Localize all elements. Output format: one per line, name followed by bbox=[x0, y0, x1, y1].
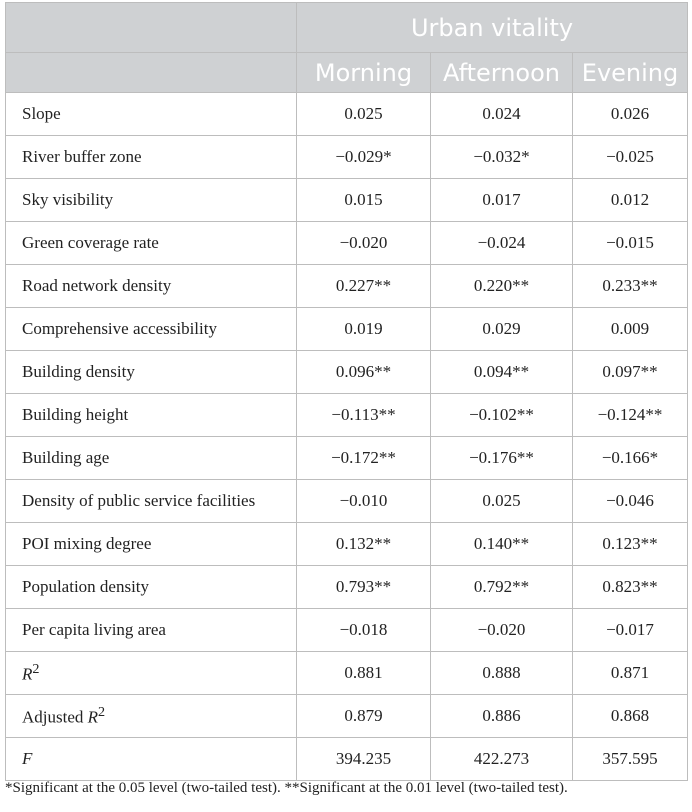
row-label: Population density bbox=[6, 566, 297, 609]
cell-morning: −0.010 bbox=[297, 480, 431, 523]
cell-afternoon: 0.220** bbox=[431, 265, 573, 308]
cell-afternoon: 0.792** bbox=[431, 566, 573, 609]
column-header-afternoon: Afternoon bbox=[431, 53, 573, 93]
row-label: Road network density bbox=[6, 265, 297, 308]
table-row bbox=[6, 93, 688, 136]
cell-evening: −0.166* bbox=[573, 437, 688, 480]
cell-evening: 0.868 bbox=[573, 695, 688, 738]
cell-morning: −0.113** bbox=[297, 394, 431, 437]
cell-afternoon: 0.017 bbox=[431, 179, 573, 222]
cell-afternoon: −0.032* bbox=[431, 136, 573, 179]
row-label: Slope bbox=[6, 93, 297, 136]
row-label: Building density bbox=[6, 351, 297, 394]
regression-table-container bbox=[5, 2, 687, 781]
cell-morning: −0.029* bbox=[297, 136, 431, 179]
cell-afternoon: −0.176** bbox=[431, 437, 573, 480]
header-corner-cell bbox=[6, 53, 297, 93]
cell-morning: 0.025 bbox=[297, 93, 431, 136]
cell-afternoon: 0.029 bbox=[431, 308, 573, 351]
cell-evening: 0.871 bbox=[573, 652, 688, 695]
cell-afternoon: 0.025 bbox=[431, 480, 573, 523]
table-row bbox=[6, 566, 688, 609]
cell-evening: 0.097** bbox=[573, 351, 688, 394]
header-corner-cell bbox=[6, 3, 297, 53]
cell-afternoon: 0.024 bbox=[431, 93, 573, 136]
row-label: Building age bbox=[6, 437, 297, 480]
table-row bbox=[6, 695, 688, 738]
cell-evening: 0.123** bbox=[573, 523, 688, 566]
cell-morning: 0.019 bbox=[297, 308, 431, 351]
cell-evening: 0.823** bbox=[573, 566, 688, 609]
cell-morning: −0.018 bbox=[297, 609, 431, 652]
cell-afternoon: 422.273 bbox=[431, 738, 573, 781]
row-label bbox=[6, 652, 297, 695]
table-row bbox=[6, 394, 688, 437]
table-footnote: *Significant at the 0.05 level (two-tailed test). **Significant at the 0.01 level (two-tailed test). bbox=[5, 780, 568, 796]
cell-evening: 0.026 bbox=[573, 93, 688, 136]
table-row bbox=[6, 480, 688, 523]
cell-afternoon: 0.888 bbox=[431, 652, 573, 695]
cell-evening: −0.017 bbox=[573, 609, 688, 652]
cell-morning: 0.132** bbox=[297, 523, 431, 566]
regression-table bbox=[5, 2, 688, 781]
table-row bbox=[6, 265, 688, 308]
r-squared-exponent: 2 bbox=[32, 661, 40, 678]
table-row bbox=[6, 609, 688, 652]
row-label: Comprehensive accessibility bbox=[6, 308, 297, 351]
table-row bbox=[6, 738, 688, 781]
cell-morning: −0.020 bbox=[297, 222, 431, 265]
r-squared-exponent: 2 bbox=[98, 704, 106, 721]
column-header-evening: Evening bbox=[573, 53, 688, 93]
table-row bbox=[6, 136, 688, 179]
cell-afternoon: 0.886 bbox=[431, 695, 573, 738]
row-label: Green coverage rate bbox=[6, 222, 297, 265]
r-squared-symbol: R bbox=[22, 664, 33, 684]
cell-morning: 0.879 bbox=[297, 695, 431, 738]
cell-afternoon: −0.102** bbox=[431, 394, 573, 437]
cell-morning: 0.227** bbox=[297, 265, 431, 308]
cell-evening: 0.233** bbox=[573, 265, 688, 308]
cell-morning: −0.172** bbox=[297, 437, 431, 480]
cell-afternoon: −0.020 bbox=[431, 609, 573, 652]
row-label: Density of public service facilities bbox=[6, 480, 297, 523]
row-label: Sky visibility bbox=[6, 179, 297, 222]
row-label: POI mixing degree bbox=[6, 523, 297, 566]
cell-evening: 357.595 bbox=[573, 738, 688, 781]
f-statistic-symbol: F bbox=[22, 749, 33, 768]
cell-afternoon: 0.094** bbox=[431, 351, 573, 394]
cell-morning: 0.881 bbox=[297, 652, 431, 695]
cell-morning: 0.096** bbox=[297, 351, 431, 394]
table-row bbox=[6, 437, 688, 480]
row-label: Building height bbox=[6, 394, 297, 437]
row-label: River buffer zone bbox=[6, 136, 297, 179]
cell-morning: 394.235 bbox=[297, 738, 431, 781]
table-row bbox=[6, 351, 688, 394]
cell-evening: −0.015 bbox=[573, 222, 688, 265]
table-header bbox=[6, 3, 688, 93]
r-squared-symbol: R bbox=[87, 707, 99, 727]
cell-afternoon: 0.140** bbox=[431, 523, 573, 566]
cell-afternoon: −0.024 bbox=[431, 222, 573, 265]
cell-evening: 0.012 bbox=[573, 179, 688, 222]
adjusted-prefix: Adjusted bbox=[22, 707, 88, 727]
table-row bbox=[6, 523, 688, 566]
cell-evening: −0.124** bbox=[573, 394, 688, 437]
cell-evening: −0.046 bbox=[573, 480, 688, 523]
group-header-urban-vitality: Urban vitality bbox=[297, 3, 688, 53]
cell-morning: 0.015 bbox=[297, 179, 431, 222]
column-header-morning: Morning bbox=[297, 53, 431, 93]
cell-evening: 0.009 bbox=[573, 308, 688, 351]
row-label: Per capita living area bbox=[6, 609, 297, 652]
table-row bbox=[6, 308, 688, 351]
table-row bbox=[6, 652, 688, 695]
table-row bbox=[6, 179, 688, 222]
table-body bbox=[6, 93, 688, 781]
cell-morning: 0.793** bbox=[297, 566, 431, 609]
row-label bbox=[6, 738, 297, 781]
table-row bbox=[6, 222, 688, 265]
row-label bbox=[6, 695, 297, 738]
cell-evening: −0.025 bbox=[573, 136, 688, 179]
